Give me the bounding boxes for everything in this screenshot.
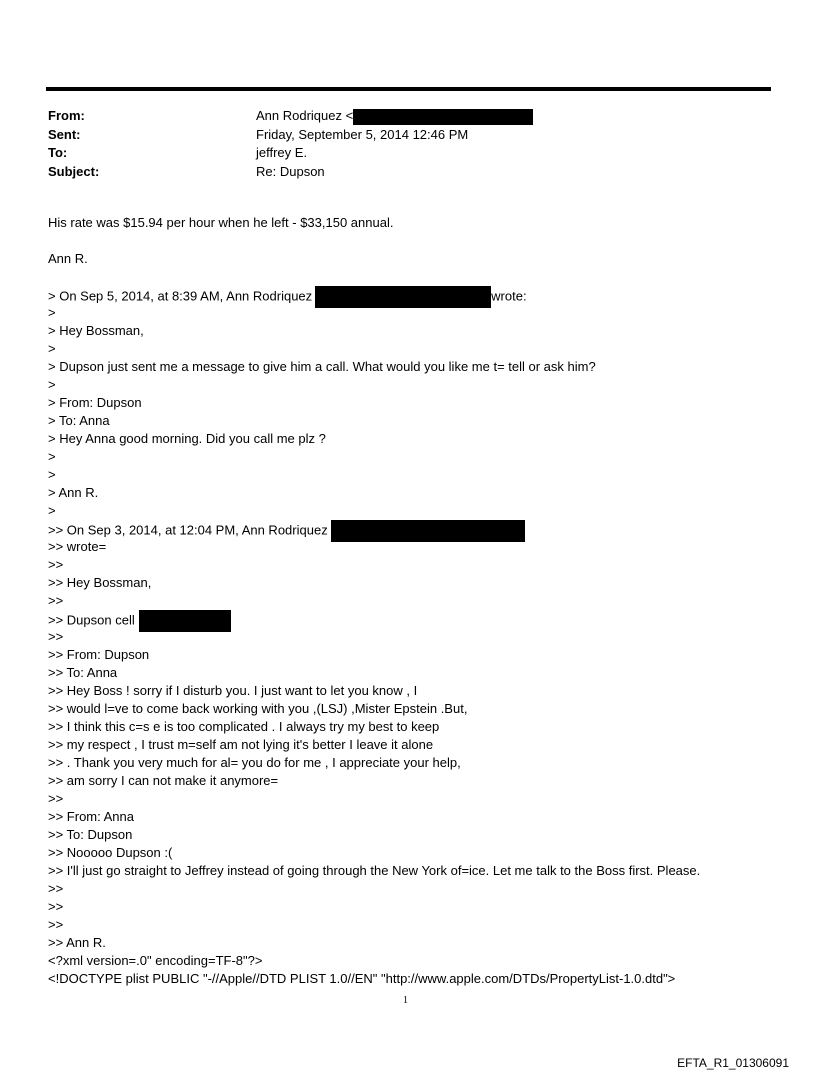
quoted-line: >> Ann R. xyxy=(48,935,106,950)
to-value: jeffrey E. xyxy=(256,145,308,160)
quoted-line: <!DOCTYPE plist PUBLIC "-//Apple//DTD PLIST 1.0//EN" "http://www.apple.com/DTDs/PropertyList-1.0.dtd"> xyxy=(48,971,676,986)
quoted-line: > xyxy=(48,341,56,356)
quoted-line: >> xyxy=(48,899,64,914)
quoted-line: > xyxy=(48,377,56,392)
sent-value: Friday, September 5, 2014 12:46 PM xyxy=(256,126,469,142)
quoted-line: >> I'll just go straight to Jeffrey instead of going through the New York of=ice. Let me talk to the Boss first. Please. xyxy=(48,863,701,878)
subject-label: Subject: xyxy=(48,163,100,179)
cell-line: >> Dupson cell xyxy=(48,610,788,628)
quoted-line: >> my respect , I trust m=self am not lying it's better I leave it alone xyxy=(48,737,434,752)
quoted-line: >> xyxy=(48,593,64,608)
quoted-line: > Hey Anna good morning. Did you call me plz ? xyxy=(48,431,326,446)
quoted-line: >> To: Dupson xyxy=(48,827,133,842)
signature-line: Ann R. xyxy=(48,251,88,266)
quoted-line: >> am sorry I can not make it anymore= xyxy=(48,773,279,788)
document-id: EFTA_R1_01306091 xyxy=(677,1056,789,1070)
quoted-line: >> From: Anna xyxy=(48,809,134,824)
quoted-line: > xyxy=(48,503,56,518)
quoted-line: >> xyxy=(48,791,64,806)
redaction-box xyxy=(353,109,533,125)
quoted-line: >> Nooooo Dupson :( xyxy=(48,845,173,860)
quoted-line: >> xyxy=(48,881,64,896)
quoted-line: > xyxy=(48,305,56,320)
page-number: 1 xyxy=(403,995,408,1006)
quoted-line: > xyxy=(48,467,56,482)
quoted-line: > To: Anna xyxy=(48,413,110,428)
subject-value: Re: Dupson xyxy=(256,163,325,179)
to-label: To: xyxy=(48,145,68,160)
quoted-line: >> xyxy=(48,917,64,932)
quoted-lines-b xyxy=(48,538,788,610)
quoted-line: <?xml version=.0" encoding=TF-8"?> xyxy=(48,953,263,968)
quoted-line: > Dupson just sent me a message to give him a call. What would you like me t= tell or ask him? xyxy=(48,359,596,374)
quoted-line: >> Hey Boss ! sorry if I disturb you. I just want to let you know , I xyxy=(48,683,418,698)
quoted-line: >> Hey Bossman, xyxy=(48,575,152,590)
quoted-line: > From: Dupson xyxy=(48,395,142,410)
quoted-line: >> wrote= xyxy=(48,539,107,554)
quoted-line: >> xyxy=(48,557,64,572)
quote-header-1: > On Sep 5, 2014, at 8:39 AM, Ann Rodriquez wrote: xyxy=(48,286,788,304)
from-name: Ann Rodriquez < xyxy=(256,108,354,123)
quoted-line: >> xyxy=(48,629,64,644)
quoted-line: > xyxy=(48,449,56,464)
quoted-line: >> . Thank you very much for al= you do for me , I appreciate your help, xyxy=(48,755,461,770)
quoted-line: > Hey Bossman, xyxy=(48,323,144,338)
header-rule xyxy=(46,87,771,91)
email-body xyxy=(48,214,788,988)
quoted-lines-a xyxy=(48,304,788,520)
quoted-line: > Ann R. xyxy=(48,485,99,500)
sent-label: Sent: xyxy=(48,126,81,142)
quoted-line: >> I think this c=s e is too complicated . I always try my best to keep xyxy=(48,719,440,734)
quoted-line: >> would l=ve to come back working with you ,(LSJ) ,Mister Epstein .But, xyxy=(48,701,468,716)
from-label: From: xyxy=(48,108,85,123)
quoted-line: >> From: Dupson xyxy=(48,647,150,662)
from-value xyxy=(256,107,533,126)
rate-line: His rate was $15.94 per hour when he left - $33,150 annual. xyxy=(48,215,394,230)
quote-header-2: >> On Sep 3, 2014, at 12:04 PM, Ann Rodriquez xyxy=(48,520,788,538)
quoted-line: >> To: Anna xyxy=(48,665,118,680)
quoted-lines-c xyxy=(48,628,788,988)
